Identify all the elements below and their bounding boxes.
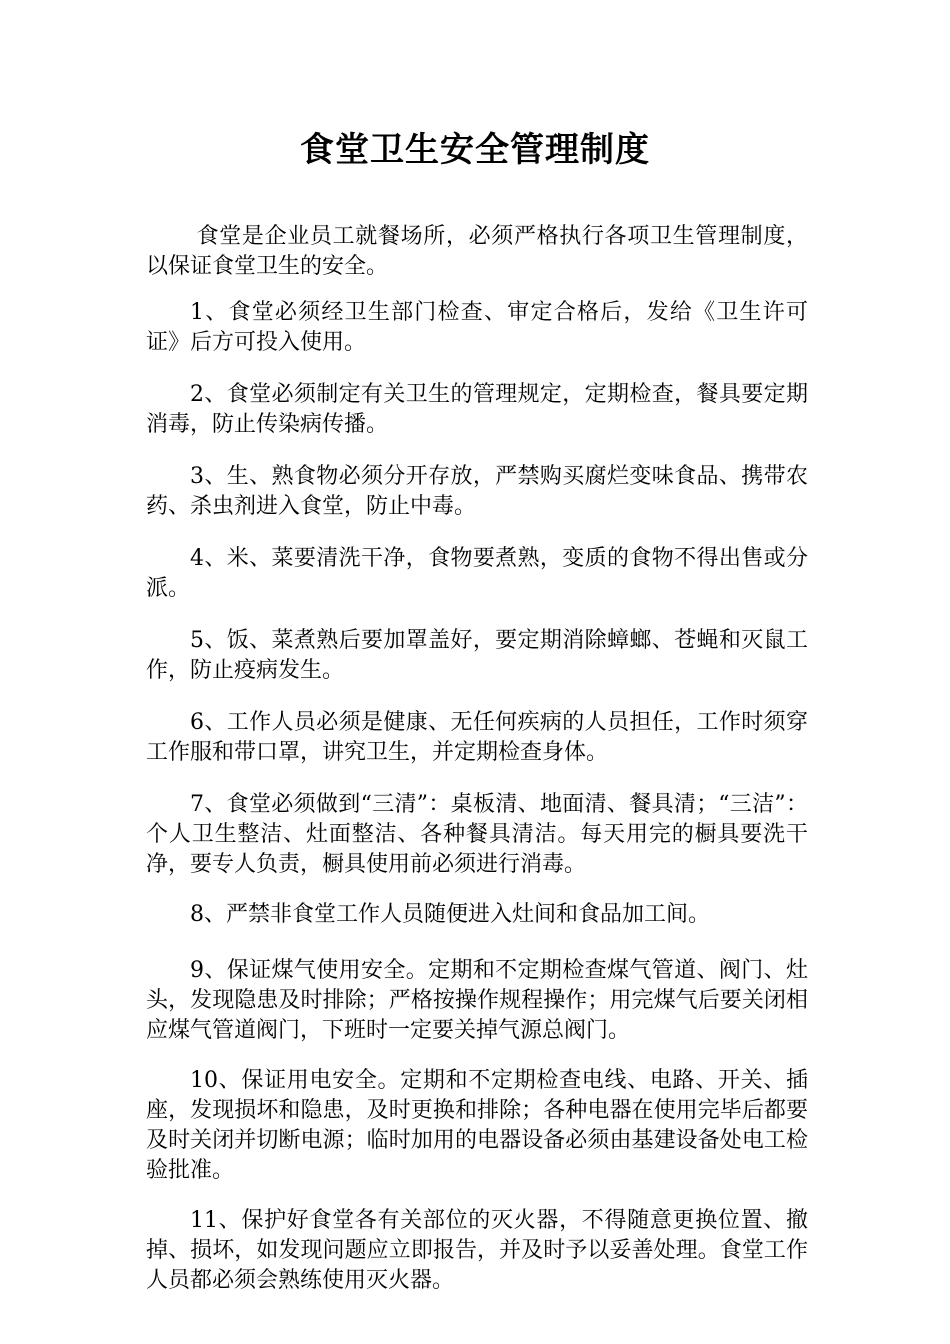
rule-paragraph: 4、米、菜要清洗干净，食物要煮熟，变质的食物不得出售或分派。	[146, 546, 808, 601]
document-body	[146, 222, 808, 1296]
rule-paragraph: 2、食堂必须制定有关卫生的管理规定，定期检查，餐具要定期消毒，防止传染病传播。	[146, 382, 808, 437]
rule-paragraph: 5、饭、菜煮熟后要加罩盖好，要定期消除蟑螂、苍蝇和灭鼠工作，防止疫病发生。	[146, 628, 808, 683]
rule-paragraph: 9、保证煤气使用安全。定期和不定期检查煤气管道、阀门、灶头，发现隐患及时排除；严格按操作规程操作；用完煤气后要关闭相应煤气管道阀门，下班时一定要关掉气源总阀门。	[146, 958, 808, 1043]
rule-paragraph: 11、保护好食堂各有关部位的灭火器，不得随意更换位置、撤掉、损坏，如发现问题应立即报告，并及时予以妥善处理。食堂工作人员都必须会熟练使用灭火器。	[146, 1208, 808, 1293]
rule-paragraph: 3、生、熟食物必须分开存放，严禁购买腐烂变味食品、携带农药、杀虫剂进入食堂，防止中毒。	[146, 464, 808, 519]
rule-paragraph: 1、食堂必须经卫生部门检查、审定合格后，发给《卫生许可证》后方可投入使用。	[146, 300, 808, 355]
rule-paragraph: 8、严禁非食堂工作人员随便进入灶间和食品加工间。	[190, 902, 710, 927]
rule-paragraph: 7、食堂必须做到“三清”：桌板清、地面清、餐具清；“三洁”：个人卫生整洁、灶面整洁、各种餐具清洁。每天用完的橱具要洗干净，要专人负责，橱具使用前必须进行消毒。	[146, 792, 808, 877]
rule-paragraph: 6、工作人员必须是健康、无任何疾病的人员担任，工作时须穿工作服和带口罩，讲究卫生，并定期检查身体。	[146, 710, 808, 765]
rule-paragraph: 10、保证用电安全。定期和不定期检查电线、电路、开关、插座，发现损坏和隐患，及时更换和排除；各种电器在使用完毕后都要及时关闭并切断电源；临时加用的电器设备必须由基建设备处电工检验批准。	[146, 1068, 808, 1183]
intro-paragraph: 食堂是企业员工就餐场所，必须严格执行各项卫生管理制度，以保证食堂卫生的安全。	[146, 224, 808, 279]
document-title: 食堂卫生安全管理制度	[300, 130, 650, 170]
